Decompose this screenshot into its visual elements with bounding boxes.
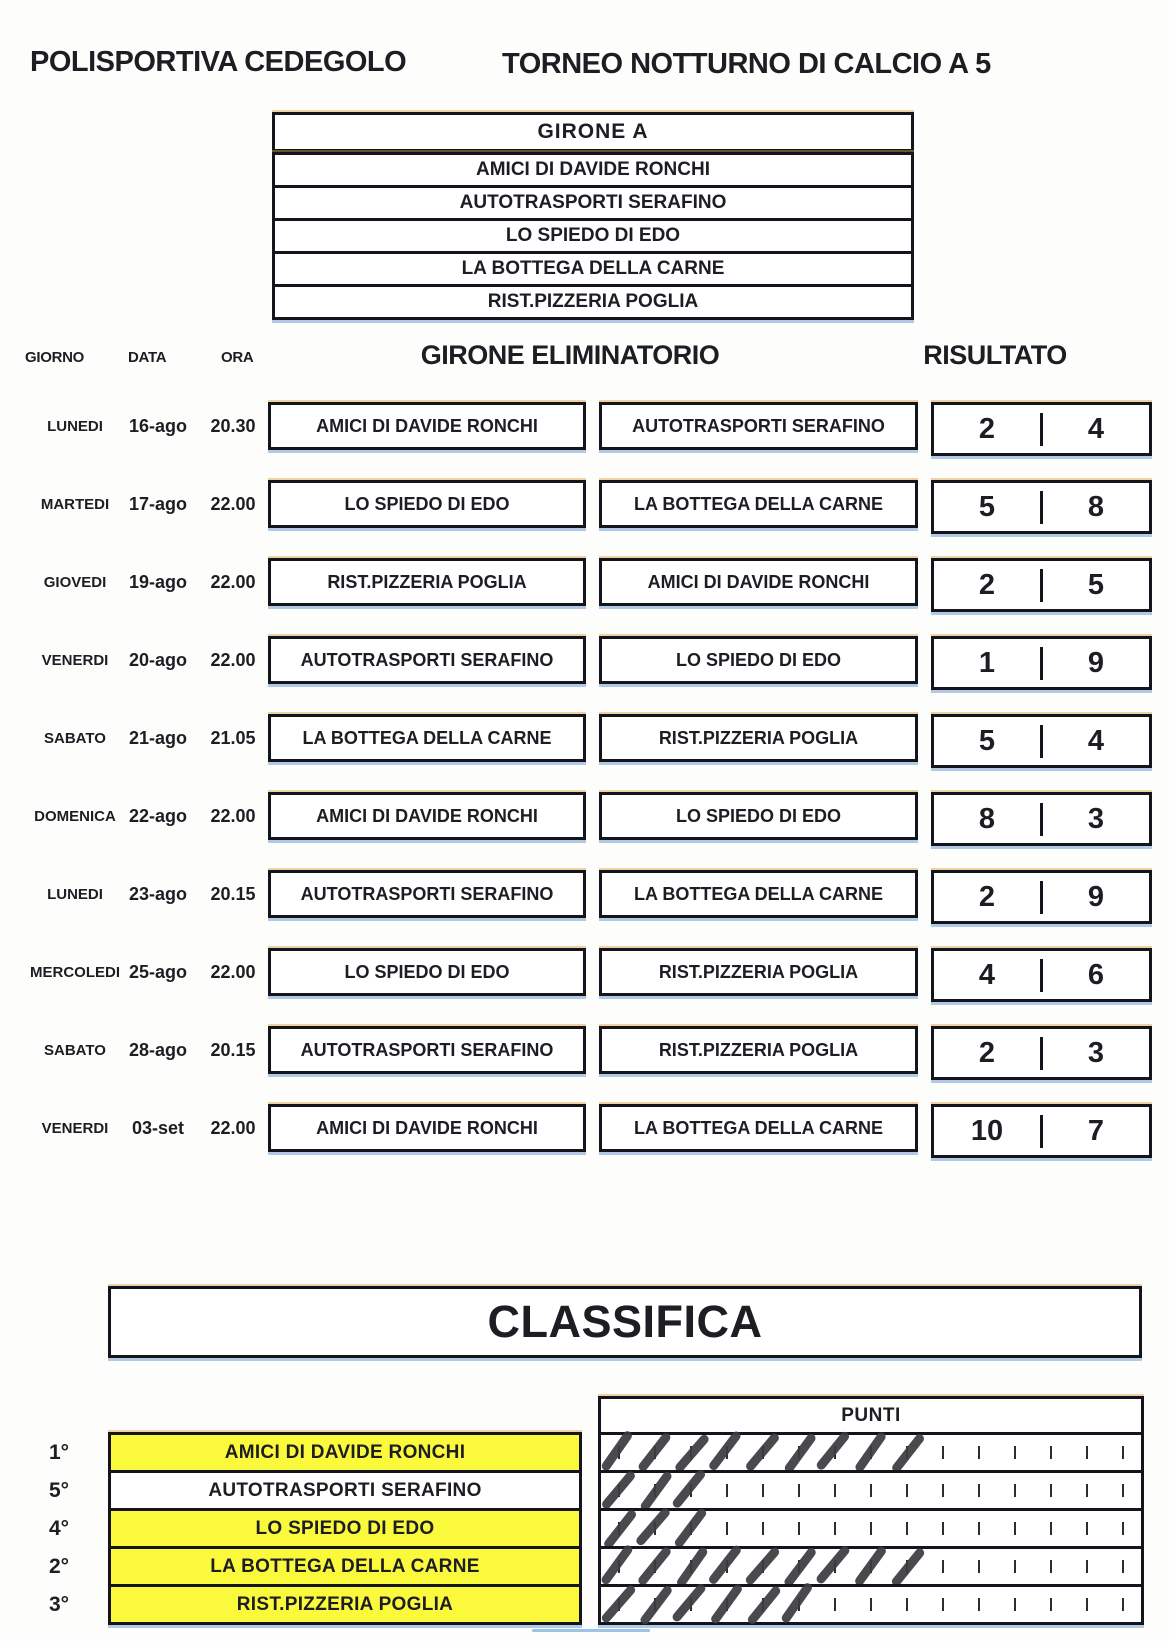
home-team-box: AUTOTRASPORTI SERAFINO — [268, 1026, 586, 1074]
match-time: 22.00 — [210, 649, 256, 670]
tally-slash — [671, 1468, 707, 1509]
tick-cell — [781, 1511, 817, 1546]
girone-team-row: AMICI DI DAVIDE RONCHI — [476, 159, 710, 180]
match-date: 03-set — [131, 1117, 185, 1138]
tick-cell — [925, 1511, 961, 1546]
match-day: LUNEDI — [47, 885, 103, 903]
tick-cell — [889, 1435, 925, 1470]
rank-label: 5° — [48, 1478, 70, 1502]
home-team-box: RIST.PIZZERIA POGLIA — [268, 558, 586, 606]
tick-cell — [817, 1587, 853, 1622]
home-team-box: AMICI DI DAVIDE RONCHI — [268, 402, 586, 450]
home-team-box: LA BOTTEGA DELLA CARNE — [268, 714, 586, 762]
tick-mark — [870, 1484, 872, 1497]
tally-slash — [637, 1545, 673, 1586]
tick-mark — [978, 1598, 980, 1611]
tick-cell — [853, 1587, 889, 1622]
tick-cell — [601, 1435, 637, 1470]
score-box — [931, 636, 1152, 690]
tick-cell — [1105, 1511, 1141, 1546]
home-team-box: LO SPIEDO DI EDO — [268, 948, 586, 996]
tick-cell — [817, 1549, 853, 1584]
column-header-girone-eliminatorio: GIRONE ELIMINATORIO — [420, 340, 720, 370]
away-team-box: LO SPIEDO DI EDO — [599, 792, 918, 840]
home-team-box: AMICI DI DAVIDE RONCHI — [268, 1104, 586, 1152]
away-team-box: RIST.PIZZERIA POGLIA — [599, 1026, 918, 1074]
match-day: MARTEDI — [40, 495, 110, 513]
tick-cell — [961, 1511, 997, 1546]
tally-row — [601, 1470, 1141, 1508]
tally-slash — [671, 1582, 707, 1623]
tick-cell — [853, 1549, 889, 1584]
match-date: 16-ago — [128, 415, 188, 436]
away-team-box: AUTOTRASPORTI SERAFINO — [599, 402, 918, 450]
column-header-risultato: RISULTATO — [923, 340, 1067, 370]
tick-mark — [1050, 1560, 1052, 1573]
tick-cell — [709, 1473, 745, 1508]
tally-slash — [783, 1546, 818, 1588]
tick-cell — [673, 1511, 709, 1546]
match-day: GIOVEDI — [43, 573, 107, 591]
tick-cell — [997, 1587, 1033, 1622]
tick-mark — [1050, 1522, 1052, 1535]
tally-slash — [744, 1431, 780, 1472]
score-box — [931, 870, 1152, 924]
punti-header: PUNTI — [601, 1399, 1141, 1435]
tick-cell — [745, 1473, 781, 1508]
tally-slash — [744, 1546, 781, 1587]
tick-mark — [834, 1598, 836, 1611]
girone-team-row: LA BOTTEGA DELLA CARNE — [275, 251, 911, 284]
tally-slash — [639, 1584, 674, 1626]
tick-cell — [601, 1587, 637, 1622]
tick-mark — [870, 1522, 872, 1535]
girone-team-row: LO SPIEDO DI EDO — [275, 218, 911, 251]
club-title: POLISPORTIVA CEDEGOLO — [30, 46, 407, 78]
match-day: VENERDI — [41, 651, 109, 669]
home-score: 5 — [978, 724, 996, 757]
tick-cell — [1069, 1435, 1105, 1470]
tick-cell — [1069, 1511, 1105, 1546]
tally-slash — [600, 1469, 636, 1510]
match-row — [0, 948, 1169, 996]
tick-mark — [1122, 1446, 1124, 1459]
tick-cell — [1105, 1549, 1141, 1584]
tournament-title: TORNEO NOTTURNO DI CALCIO A 5 — [502, 48, 991, 80]
tally-slash — [783, 1432, 817, 1475]
tick-mark — [1086, 1446, 1088, 1459]
tally-slash — [815, 1430, 851, 1471]
tally-slash — [602, 1508, 637, 1550]
match-date: 23-ago — [128, 883, 188, 904]
tick-cell — [745, 1511, 781, 1546]
tick-cell — [637, 1511, 673, 1546]
tally-slash — [853, 1545, 887, 1588]
tick-cell — [889, 1549, 925, 1584]
tick-cell — [781, 1587, 817, 1622]
match-time: 20.30 — [210, 415, 256, 436]
rank-label: 3° — [48, 1592, 70, 1616]
tick-cell — [637, 1587, 673, 1622]
home-score: 5 — [978, 490, 996, 523]
classifica-team: AUTOTRASPORTI SERAFINO — [111, 1470, 579, 1508]
away-score: 8 — [1040, 491, 1149, 524]
tick-cell — [709, 1435, 745, 1470]
column-header-giorno: GIORNO — [25, 349, 85, 366]
tick-cell — [709, 1587, 745, 1622]
match-row — [0, 402, 1169, 450]
match-date: 20-ago — [128, 649, 188, 670]
tick-cell — [637, 1549, 673, 1584]
match-time: 22.00 — [210, 571, 256, 592]
tick-cell — [673, 1435, 709, 1470]
punti-grid — [598, 1396, 1144, 1625]
tick-cell — [601, 1549, 637, 1584]
match-row — [0, 636, 1169, 684]
tick-cell — [1069, 1549, 1105, 1584]
tick-cell — [673, 1587, 709, 1622]
tick-mark — [942, 1522, 944, 1535]
tick-cell — [709, 1511, 745, 1546]
tick-mark — [762, 1484, 764, 1497]
tick-mark — [1014, 1446, 1016, 1459]
tick-mark — [906, 1522, 908, 1535]
tick-mark — [1050, 1598, 1052, 1611]
match-time: 21.05 — [210, 727, 256, 748]
home-score: 8 — [978, 802, 996, 835]
girone-team-row: AUTOTRASPORTI SERAFINO — [275, 185, 911, 218]
tally-slash — [707, 1430, 742, 1472]
tick-cell — [1033, 1435, 1069, 1470]
tick-cell — [1069, 1587, 1105, 1622]
away-team-box: LA BOTTEGA DELLA CARNE — [599, 480, 918, 528]
away-team-box: AMICI DI DAVIDE RONCHI — [599, 558, 918, 606]
tick-cell — [709, 1549, 745, 1584]
match-day: LUNEDI — [47, 417, 103, 435]
match-time: 22.00 — [210, 805, 256, 826]
home-score: 10 — [970, 1114, 1004, 1147]
tick-mark — [1014, 1484, 1016, 1497]
away-score: 3 — [1040, 803, 1149, 836]
tally-slash — [600, 1544, 634, 1587]
tick-mark — [978, 1484, 980, 1497]
tick-cell — [961, 1435, 997, 1470]
tally-slash — [637, 1431, 672, 1473]
tally-slash — [674, 1433, 711, 1474]
tick-cell — [997, 1435, 1033, 1470]
match-time: 20.15 — [210, 1039, 256, 1060]
tick-mark — [1122, 1560, 1124, 1573]
away-team-box: LA BOTTEGA DELLA CARNE — [599, 870, 918, 918]
tick-cell — [1105, 1473, 1141, 1508]
tally-slash — [635, 1506, 672, 1547]
match-date: 21-ago — [128, 727, 188, 748]
match-day: DOMENICA — [34, 807, 116, 825]
tick-cell — [781, 1435, 817, 1470]
tick-cell — [961, 1473, 997, 1508]
away-score: 3 — [1040, 1037, 1149, 1070]
classifica-title-box — [108, 1286, 1142, 1358]
match-row — [0, 870, 1169, 918]
home-team-box: LO SPIEDO DI EDO — [268, 480, 586, 528]
tick-cell — [817, 1435, 853, 1470]
tick-cell — [853, 1511, 889, 1546]
tick-mark — [1050, 1484, 1052, 1497]
score-box — [931, 480, 1152, 534]
tick-cell — [781, 1549, 817, 1584]
home-score: 2 — [978, 568, 996, 601]
tick-cell — [889, 1511, 925, 1546]
tally-slash — [780, 1581, 814, 1624]
tick-mark — [978, 1560, 980, 1573]
tick-cell — [601, 1511, 637, 1546]
tick-cell — [1033, 1549, 1069, 1584]
classifica-team: LO SPIEDO DI EDO — [111, 1508, 579, 1546]
tick-cell — [889, 1587, 925, 1622]
away-score: 5 — [1040, 569, 1149, 602]
tick-cell — [997, 1549, 1033, 1584]
match-date: 28-ago — [128, 1039, 188, 1060]
tick-mark — [906, 1598, 908, 1611]
tally-slash — [675, 1546, 709, 1589]
match-day: SABATO — [44, 1041, 106, 1059]
tick-cell — [745, 1549, 781, 1584]
tally-slash — [815, 1544, 851, 1585]
tick-mark — [870, 1598, 872, 1611]
match-time: 22.00 — [210, 1117, 256, 1138]
away-score: 6 — [1040, 959, 1149, 992]
classifica-title: CLASSIFICA — [487, 1296, 763, 1347]
classifica-team: LA BOTTEGA DELLA CARNE — [111, 1546, 579, 1584]
tick-cell — [817, 1473, 853, 1508]
away-team-box: LA BOTTEGA DELLA CARNE — [599, 1104, 918, 1152]
away-team-box: LO SPIEDO DI EDO — [599, 636, 918, 684]
tick-cell — [925, 1587, 961, 1622]
tally-slash — [709, 1583, 743, 1626]
tick-cell — [853, 1473, 889, 1508]
tick-mark — [1086, 1522, 1088, 1535]
tick-mark — [1122, 1484, 1124, 1497]
tally-row — [601, 1584, 1141, 1622]
away-team-box: RIST.PIZZERIA POGLIA — [599, 948, 918, 996]
tick-mark — [978, 1522, 980, 1535]
tick-cell — [1033, 1473, 1069, 1508]
tick-cell — [1033, 1511, 1069, 1546]
match-date: 25-ago — [128, 961, 188, 982]
tick-cell — [961, 1549, 997, 1584]
home-team-box: AMICI DI DAVIDE RONCHI — [268, 792, 586, 840]
away-score: 7 — [1040, 1115, 1149, 1148]
classifica-team: RIST.PIZZERIA POGLIA — [111, 1584, 579, 1622]
tick-mark — [726, 1484, 728, 1497]
away-score: 9 — [1040, 881, 1149, 914]
home-team-box: AUTOTRASPORTI SERAFINO — [268, 636, 586, 684]
match-day: VENERDI — [41, 1119, 109, 1137]
tick-cell — [925, 1473, 961, 1508]
tick-mark — [1014, 1560, 1016, 1573]
tick-cell — [637, 1473, 673, 1508]
score-box — [931, 948, 1152, 1002]
home-score: 4 — [978, 958, 996, 991]
match-row — [0, 1026, 1169, 1074]
away-score: 4 — [1040, 413, 1149, 446]
tally-slash — [746, 1585, 782, 1626]
tick-cell — [745, 1435, 781, 1470]
tick-cell — [925, 1435, 961, 1470]
tick-mark — [762, 1522, 764, 1535]
tick-mark — [978, 1446, 980, 1459]
tick-cell — [601, 1473, 637, 1508]
tick-cell — [637, 1435, 673, 1470]
tally-slash — [600, 1584, 637, 1625]
tick-cell — [889, 1473, 925, 1508]
home-score: 2 — [978, 880, 996, 913]
tick-mark — [1050, 1446, 1052, 1459]
match-row — [0, 558, 1169, 606]
home-score: 2 — [978, 412, 996, 445]
tick-mark — [798, 1484, 800, 1497]
tick-mark — [942, 1484, 944, 1497]
score-box — [931, 402, 1152, 456]
score-box — [931, 558, 1152, 612]
column-header-data: DATA — [128, 349, 167, 366]
girone-title: GIRONE A — [537, 120, 649, 143]
match-day: SABATO — [44, 729, 106, 747]
match-time: 22.00 — [210, 961, 256, 982]
column-header-ora: ORA — [221, 349, 254, 366]
tick-cell — [781, 1473, 817, 1508]
classifica-team-table — [108, 1432, 582, 1625]
tally-slash — [854, 1431, 888, 1474]
score-box — [931, 714, 1152, 768]
tick-mark — [1014, 1598, 1016, 1611]
tick-mark — [1122, 1598, 1124, 1611]
tick-cell — [673, 1473, 709, 1508]
tick-cell — [1105, 1587, 1141, 1622]
girone-header-box — [272, 112, 914, 152]
tally-slash — [673, 1507, 708, 1549]
tick-cell — [1033, 1587, 1069, 1622]
match-date: 22-ago — [128, 805, 188, 826]
match-row — [0, 714, 1169, 762]
score-box — [931, 1104, 1152, 1158]
tick-cell — [925, 1549, 961, 1584]
home-score: 1 — [978, 646, 996, 679]
classifica-team: AMICI DI DAVIDE RONCHI — [111, 1435, 579, 1470]
tick-cell — [673, 1549, 709, 1584]
tally-row — [601, 1435, 1141, 1470]
tick-mark — [834, 1522, 836, 1535]
away-score: 9 — [1040, 647, 1149, 680]
tally-slash — [890, 1432, 925, 1474]
tick-mark — [942, 1446, 944, 1459]
tally-slash — [600, 1429, 634, 1472]
match-row — [0, 480, 1169, 528]
home-score: 2 — [978, 1036, 996, 1069]
tick-mark — [942, 1560, 944, 1573]
home-team-box: AUTOTRASPORTI SERAFINO — [268, 870, 586, 918]
tick-mark — [906, 1484, 908, 1497]
tick-cell — [745, 1587, 781, 1622]
tick-cell — [997, 1473, 1033, 1508]
away-team-box: RIST.PIZZERIA POGLIA — [599, 714, 918, 762]
tally-row — [601, 1546, 1141, 1584]
girone-team-row: RIST.PIZZERIA POGLIA — [275, 284, 911, 317]
tick-cell — [1069, 1473, 1105, 1508]
tick-mark — [1122, 1522, 1124, 1535]
match-time: 20.15 — [210, 883, 256, 904]
rank-label: 1° — [48, 1440, 70, 1464]
tick-mark — [1086, 1598, 1088, 1611]
tally-slash — [639, 1470, 673, 1513]
match-row — [0, 1104, 1169, 1152]
tick-mark — [1086, 1484, 1088, 1497]
match-date: 19-ago — [128, 571, 188, 592]
tally-slash — [707, 1544, 742, 1586]
tick-mark — [1014, 1522, 1016, 1535]
tick-mark — [942, 1598, 944, 1611]
tick-cell — [997, 1511, 1033, 1546]
tick-cell — [817, 1511, 853, 1546]
match-day: MERCOLEDI — [30, 963, 120, 981]
away-score: 4 — [1040, 725, 1149, 758]
tally-slash — [890, 1547, 926, 1588]
tick-cell — [961, 1587, 997, 1622]
scan-artifact-line — [532, 1629, 650, 1632]
match-time: 22.00 — [210, 493, 256, 514]
tick-mark — [1086, 1560, 1088, 1573]
match-date: 17-ago — [128, 493, 188, 514]
tick-mark — [798, 1522, 800, 1535]
rank-label: 4° — [48, 1516, 70, 1540]
tick-cell — [1105, 1435, 1141, 1470]
tick-mark — [834, 1484, 836, 1497]
tick-cell — [853, 1435, 889, 1470]
score-box — [931, 792, 1152, 846]
rank-label: 2° — [48, 1554, 70, 1578]
tick-mark — [726, 1522, 728, 1535]
match-row — [0, 792, 1169, 840]
score-box — [931, 1026, 1152, 1080]
girone-team-table — [272, 152, 914, 320]
tally-row — [601, 1508, 1141, 1546]
